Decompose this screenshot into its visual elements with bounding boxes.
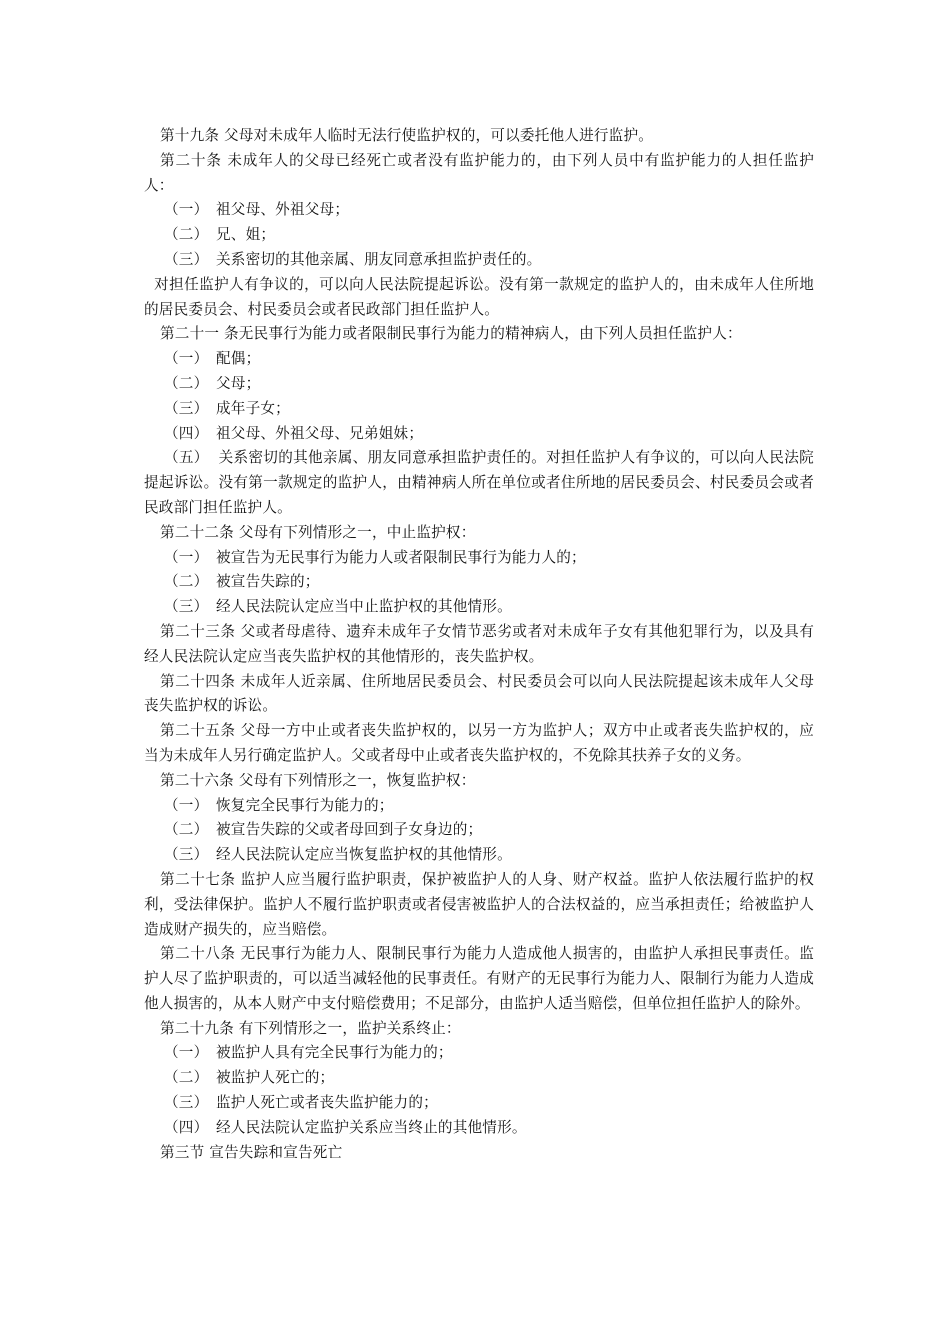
list-item-number: （三）: [164, 598, 209, 616]
list-item-text: 经人民法院认定应当恢复监护权的其他情形。: [216, 846, 512, 864]
list-item-text: 被监护人具有完全民事行为能力的；: [216, 1044, 453, 1062]
list-item: [144, 446, 814, 520]
list-item: [144, 347, 814, 372]
list-item-text: 监护人死亡或者丧失监护能力的；: [216, 1094, 438, 1112]
paragraph: 第二十六条 父母有下列情形之一，恢复监护权：: [160, 771, 476, 789]
paragraph: 第二十七条 监护人应当履行监护职责，保护被监护人的人身、财产权益。监护人依法履行监护的权利，受法律保护。监护人不履行监护职责或者侵害被监护人的合法权益的，应当承担责任；给被监护人造成财产损失的，应当赔偿。: [144, 870, 814, 938]
paragraph: 第十九条 父母对未成年人临时无法行使监护权的，可以委托他人进行监护。: [160, 127, 654, 144]
list-item-text: 被宣告为无民事行为能力人或者限制民事行为能力人的；: [216, 548, 586, 566]
paragraph: 第二十三条 父或者母虐待、遗弃未成年子女情节恶劣或者对未成年子女有其他犯罪行为，以及具有经人民法院认定应当丧失监护权的其他情形的，丧失监护权。: [144, 622, 814, 665]
list-item-number: （一）: [164, 796, 209, 814]
list-item-text: 关系密切的其他亲属、朋友同意承担监护责任的。: [216, 250, 542, 268]
list-item-text: 兄、姐；: [216, 226, 276, 244]
paragraph: 第二十四条 未成年人近亲属、住所地居民委员会、村民委员会可以向人民法院提起该未成年人父母丧失监护权的诉讼。: [144, 672, 814, 715]
list-item-number: （二）: [164, 821, 209, 839]
list-item-text: 恢复完全民事行为能力的；: [216, 796, 394, 814]
list-item-text: 祖父母、外祖父母、兄弟姐妹；: [216, 424, 424, 442]
list-item: [144, 223, 814, 248]
list-item-number: （二）: [164, 573, 209, 591]
list-item-number: （一）: [164, 201, 209, 219]
list-item-text: 父母；: [216, 374, 261, 392]
paragraph: 第二十九条 有下列情形之一，监护关系终止：: [160, 1019, 461, 1037]
list-item-number: （一）: [164, 548, 209, 566]
list-item-text: 被宣告失踪的父或者母回到子女身边的；: [216, 821, 483, 839]
list-item-number: （一）: [164, 350, 209, 368]
document-page: [144, 124, 814, 1165]
list-item-text: 经人民法院认定应当中止监护权的其他情形。: [216, 598, 512, 616]
list-item-text: 关系密切的其他亲属、朋友同意承担监护责任的。对担任监护人有争议的，可以向人民法院提起诉讼。没有第一款规定的监护人，由精神病人所在单位或者住所地的居民委员会、村民委员会或者民政部门担任监护人。: [144, 449, 814, 516]
paragraph: 第二十条 未成年人的父母已经死亡或者没有监护能力的，由下列人员中有监护能力的人担任监护人：: [144, 151, 814, 194]
list-item: [144, 422, 814, 447]
list-item-number: （一）: [164, 1044, 209, 1062]
list-item: [144, 546, 814, 571]
list-item: [144, 198, 814, 223]
list-item-text: 被宣告失踪的；: [216, 573, 320, 591]
list-item-text: 配偶；: [216, 350, 261, 368]
paragraph: 第二十五条 父母一方中止或者丧失监护权的，以另一方为监护人；双方中止或者丧失监护权的，应当为未成年人另行确定监护人。父或者母中止或者丧失监护权的，不免除其扶养子女的义务。: [144, 722, 814, 764]
list-item-number: （四）: [164, 424, 209, 442]
list-item: [144, 372, 814, 397]
paragraph: 对担任监护人有争议的，可以向人民法院提起诉讼。没有第一款规定的监护人的，由未成年人住所地的居民委员会、村民委员会或者民政部门担任监护人。: [144, 275, 814, 318]
list-item-text: 经人民法院认定监护关系应当终止的其他情形。: [216, 1118, 527, 1136]
list-item-number: （三）: [164, 250, 209, 268]
paragraph: 第二十八条 无民事行为能力人、限制民事行为能力人造成他人损害的，由监护人承担民事责任。监护人尽了监护职责的，可以适当减轻他的民事责任。有财产的无民事行为能力人、限制行为能力人造成他人损害的，从本人财产中支付赔偿费用；不足部分，由监护人适当赔偿，但单位担任监护人的除外。: [144, 945, 814, 1012]
list-item: [144, 1091, 814, 1116]
list-item: [144, 794, 814, 819]
paragraph: 第三节 宣告失踪和宣告死亡: [160, 1143, 343, 1161]
list-item-number: （三）: [164, 1094, 209, 1112]
list-item: [144, 595, 814, 620]
list-item: [144, 1041, 814, 1066]
list-item-number: （二）: [164, 226, 209, 244]
list-item-number: （三）: [164, 846, 209, 864]
list-item-text: 被监护人死亡的；: [216, 1069, 335, 1087]
list-item: [144, 570, 814, 595]
list-item-number: （二）: [164, 374, 209, 392]
list-item: [144, 818, 814, 843]
list-item-number: （二）: [164, 1069, 209, 1087]
list-item-text: 祖父母、外祖父母；: [216, 201, 350, 219]
list-item-number: （三）: [164, 399, 209, 417]
list-item: [144, 397, 814, 422]
list-item-number: （四）: [164, 1118, 209, 1136]
list-item-text: 成年子女；: [216, 399, 290, 417]
list-item: [144, 248, 814, 273]
paragraph: 第二十二条 父母有下列情形之一，中止监护权：: [160, 523, 476, 541]
paragraph: 第二十一 条无民事行为能力或者限制民事行为能力的精神病人，由下列人员担任监护人：: [160, 325, 742, 343]
list-item: [144, 1066, 814, 1091]
list-item-number: （五）: [164, 449, 209, 467]
list-item: [144, 1116, 814, 1141]
list-item: [144, 843, 814, 868]
